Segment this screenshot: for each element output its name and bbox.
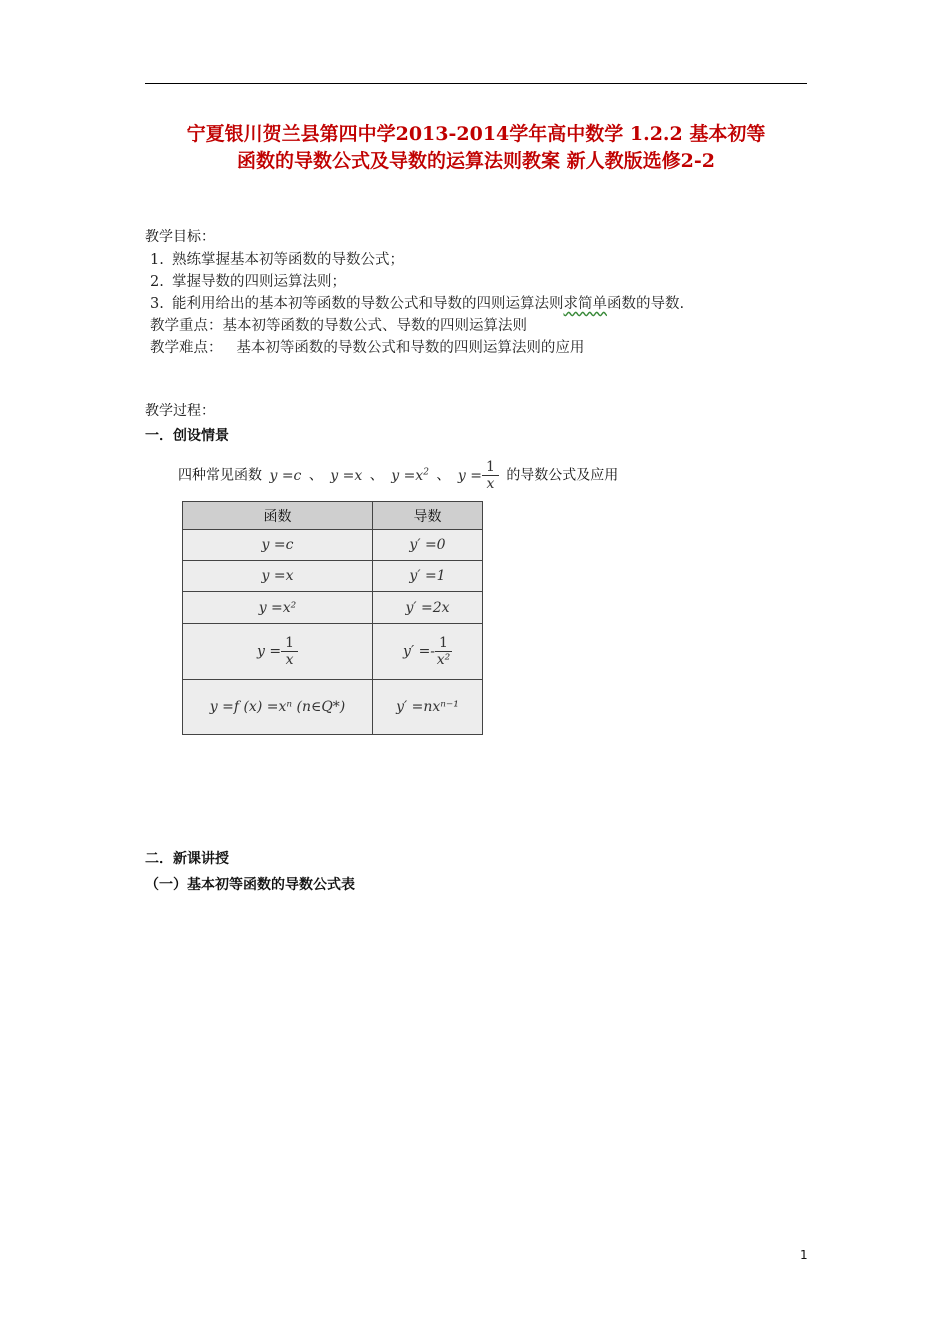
formula-identity: y =x [330, 467, 363, 484]
separator: 、 [308, 467, 323, 484]
function-cell: y =f (x) =xⁿ (n∈Q*) [183, 680, 373, 735]
separator: 、 [436, 467, 451, 484]
intro-sentence [178, 452, 618, 496]
key-point: 教学重点：基本初等函数的导数公式、导数的四则运算法则 [150, 318, 527, 334]
objective-item-3 [150, 293, 684, 315]
objective-item-1 [150, 249, 404, 271]
objective-text: 熟练掌握基本初等函数的导数公式； [172, 252, 404, 268]
table-row [183, 624, 483, 680]
formula-square-exp: 2 [423, 467, 429, 477]
table-row [183, 680, 483, 735]
derivative-cell: y′ =nxⁿ⁻¹ [373, 680, 483, 735]
formula-reciprocal-lhs: y = [457, 467, 482, 484]
document-title [140, 121, 812, 175]
fraction [281, 635, 298, 668]
derivative-table [182, 501, 483, 735]
intro-lead: 四种常见函数 [178, 467, 262, 484]
fraction-numerator: 1 [482, 459, 499, 476]
derivative-cell: y′ =0 [373, 530, 483, 561]
formula-constant: y =c [269, 467, 302, 484]
formula-square [388, 468, 432, 484]
objective-text-a: 能利用给出的基本初等函数的导数公式和导数的四则运算法则 [172, 296, 564, 312]
intro-tail: 的导数公式及应用 [506, 467, 619, 484]
objective-number: 3. [150, 296, 164, 312]
objective-text: 掌握导数的四则运算法则； [172, 274, 346, 290]
column-header-derivative: 导数 [373, 502, 483, 530]
formula-reciprocal [455, 459, 502, 493]
process-label: 教学过程： [145, 403, 215, 419]
function-cell [183, 624, 373, 680]
fraction [482, 459, 499, 492]
fraction-numerator: 1 [281, 635, 298, 652]
section-heading-2: 二．新课讲授 [145, 851, 229, 867]
function-cell: y =x [183, 561, 373, 592]
difficulty: 教学难点： 基本初等函数的导数公式和导数的四则运算法则的应用 [150, 340, 585, 356]
subsection-heading: （一）基本初等函数的导数公式表 [145, 877, 355, 893]
fraction-denominator: x [486, 476, 495, 493]
fraction-denominator: x [285, 652, 294, 668]
separator: 、 [369, 467, 384, 484]
derivative-cell: y′ =1 [373, 561, 483, 592]
objectives-label: 教学目标： [145, 229, 215, 245]
objective-item-2 [150, 271, 346, 293]
table-row [183, 561, 483, 592]
column-header-function: 函数 [183, 502, 373, 530]
derivative-cell: y′ =2x [373, 592, 483, 624]
table-header-row [183, 502, 483, 530]
objective-number: 1. [150, 252, 164, 268]
derivative-cell [373, 624, 483, 680]
section-heading-1: 一．创设情景 [145, 428, 229, 444]
formula-square-base: y =x [391, 467, 424, 484]
deriv-lhs: y′ =- [403, 643, 436, 660]
table-row [183, 592, 483, 624]
title-line-2: 函数的导数公式及导数的运算法则教案 新人教版选修2-2 [237, 150, 715, 172]
fn-lhs: y = [256, 643, 282, 660]
fraction [435, 635, 452, 668]
function-cell: y =c [183, 530, 373, 561]
fraction-denominator: x² [436, 652, 451, 668]
objective-number: 2. [150, 274, 164, 290]
header-rule [145, 83, 807, 84]
title-line-1: 宁夏银川贺兰县第四中学2013-2014学年高中数学 1.2.2 基本初等 [186, 123, 766, 145]
objective-text-b: 函数的导数. [607, 296, 685, 312]
fraction-numerator: 1 [435, 635, 452, 652]
page-number: 1 [800, 1248, 808, 1262]
objective-text-wavy: 求简单 [563, 296, 607, 312]
table-row [183, 530, 483, 561]
function-cell: y =x² [183, 592, 373, 624]
